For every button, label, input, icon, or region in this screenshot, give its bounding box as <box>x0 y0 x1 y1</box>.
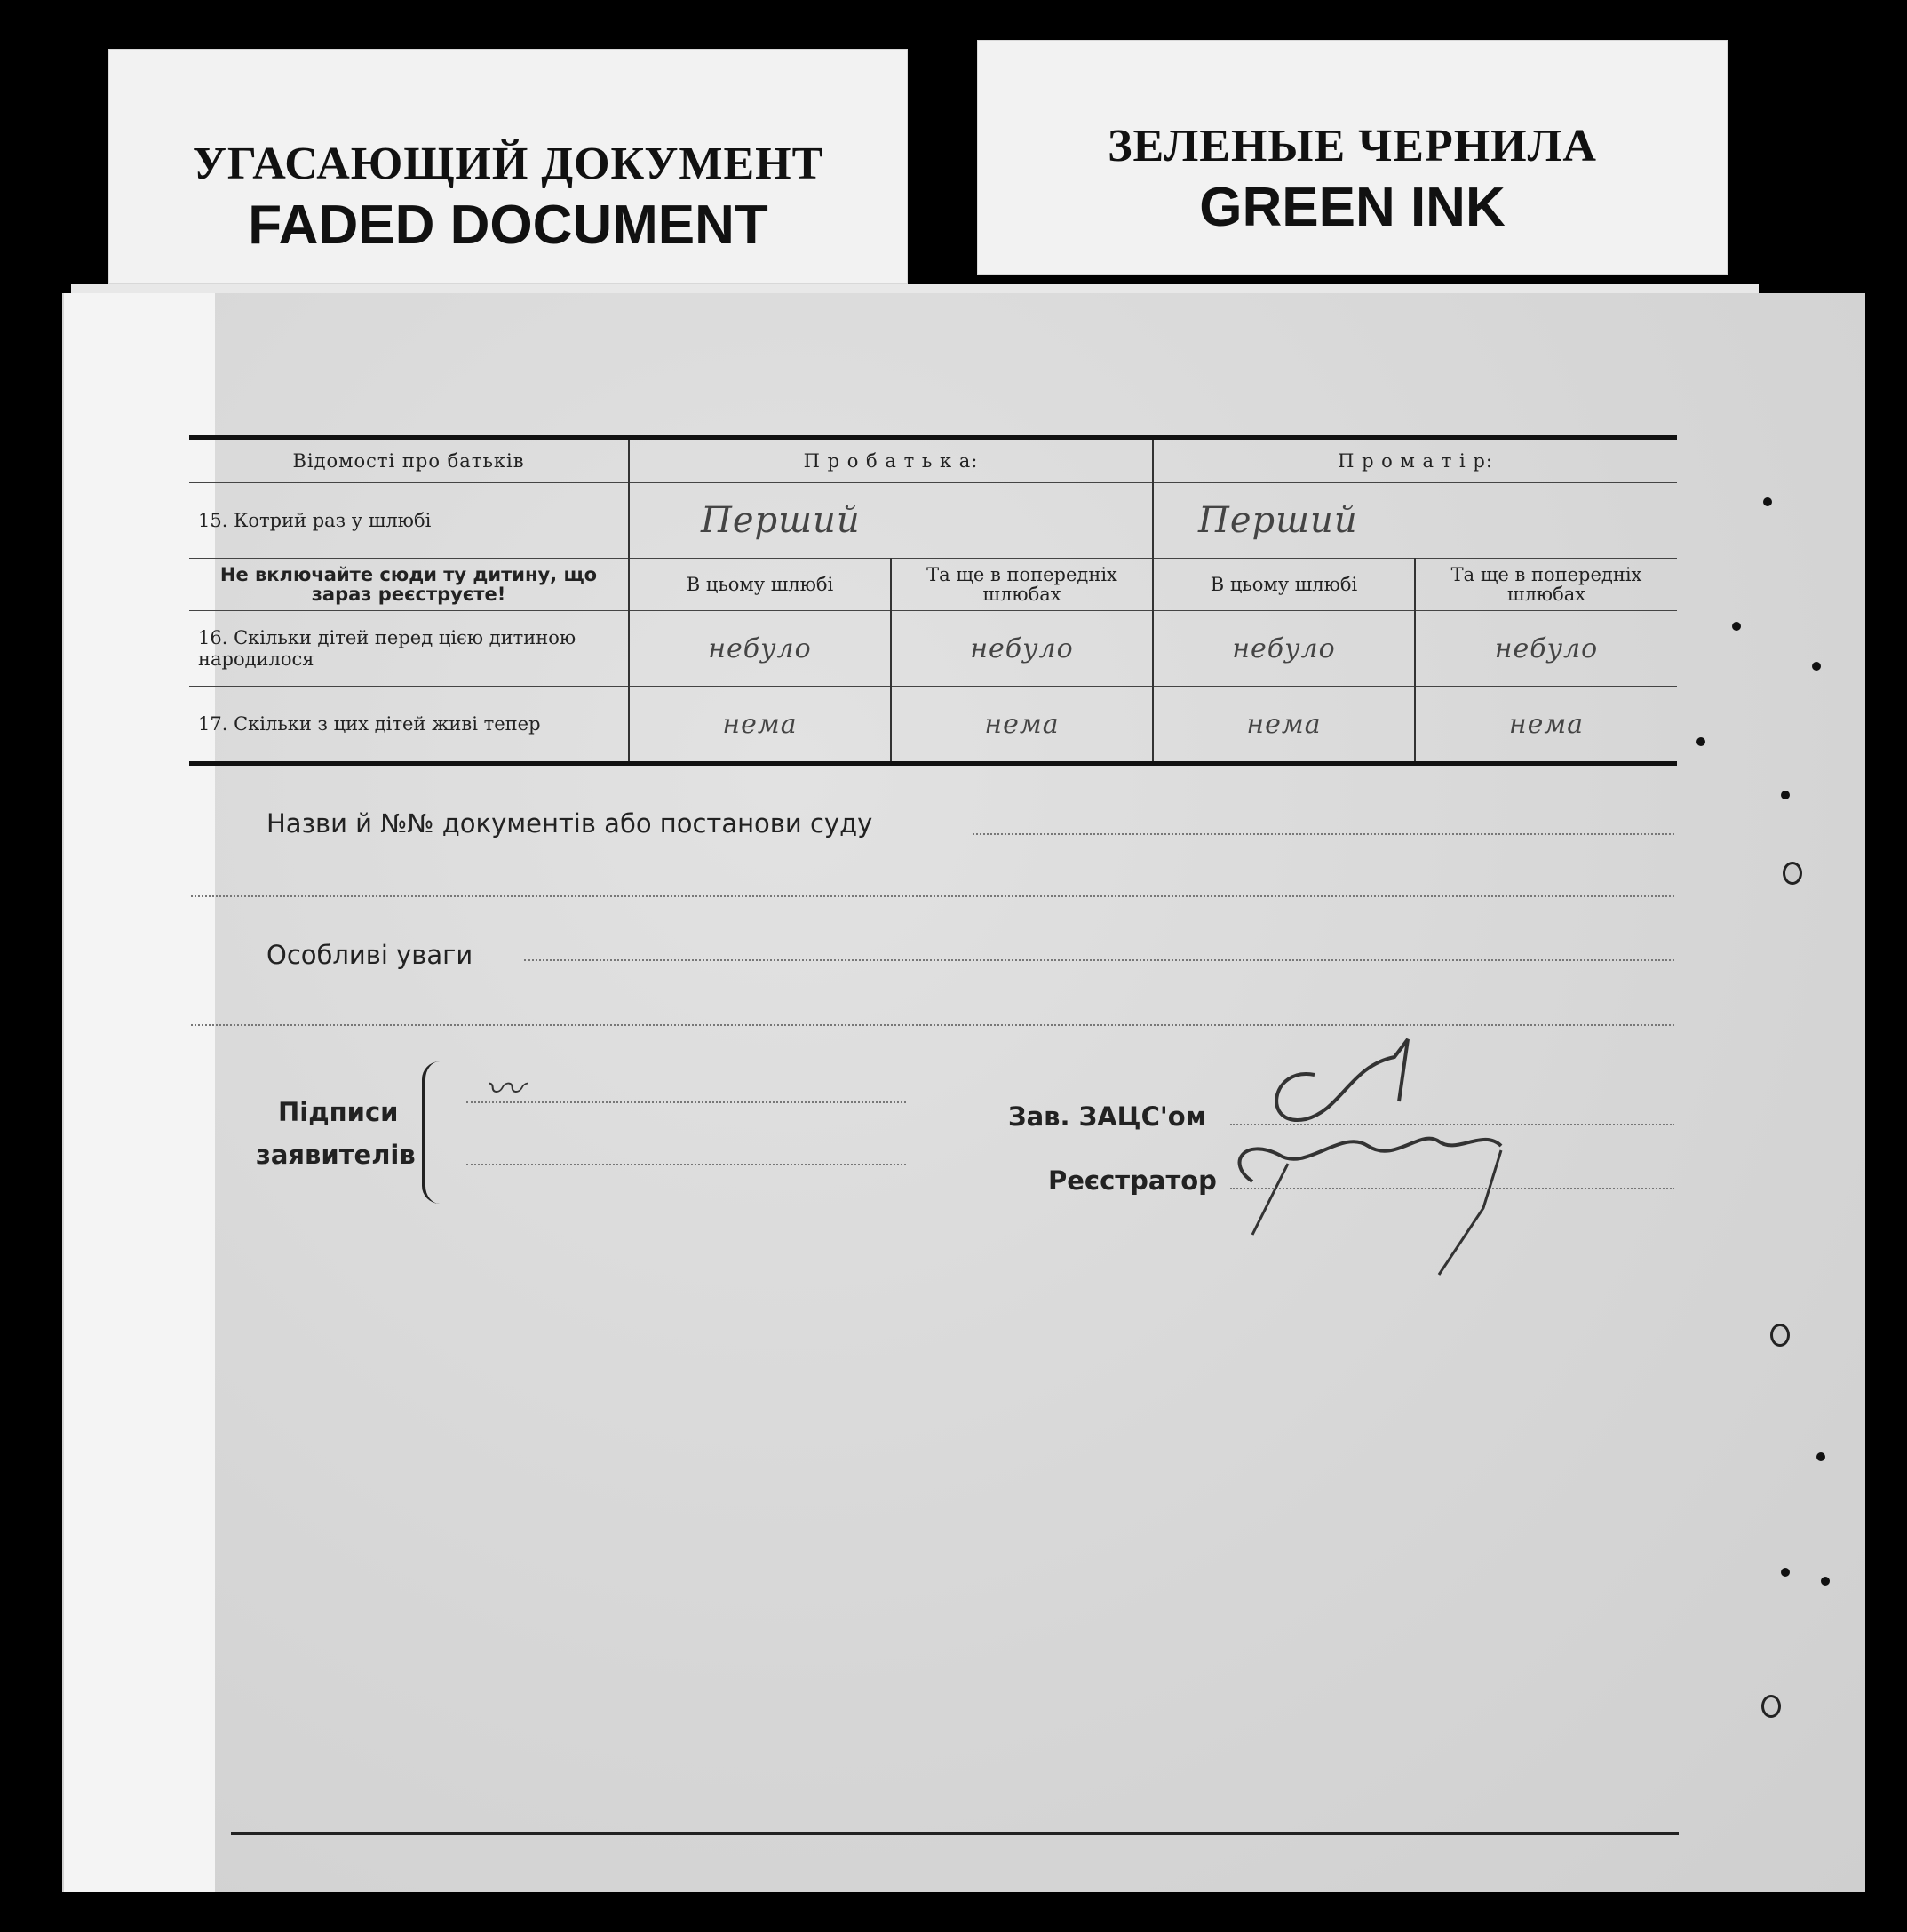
green-ink-label-card <box>977 40 1728 275</box>
ink-speck <box>1696 737 1705 746</box>
table-subheader-row <box>189 559 1677 611</box>
ink-speck <box>1763 497 1772 506</box>
row15-label: 15. Котрий раз у шлюбі <box>189 483 629 559</box>
row17-cell <box>891 687 1153 764</box>
ink-speck <box>1812 662 1821 671</box>
row16-value-4: небуло <box>1494 632 1599 664</box>
signatures-label-1: Підписи <box>278 1097 399 1127</box>
table-row-17 <box>189 687 1677 764</box>
row16-cell <box>629 611 891 687</box>
documents-line-2 <box>191 895 1674 897</box>
header-parents-info: Відомості про батьків <box>189 438 629 483</box>
table-row-15 <box>189 483 1677 559</box>
bottom-rule <box>231 1832 1679 1835</box>
ink-speck <box>1816 1452 1825 1461</box>
notes-line-2 <box>191 1024 1674 1026</box>
row17-value-2: нема <box>984 708 1060 740</box>
row17-label: 17. Скільки з цих дітей живі тепер <box>189 687 629 764</box>
official-signatures <box>1217 1030 1537 1324</box>
binding-hole <box>1783 862 1802 885</box>
row15-father-text: Перший <box>701 500 861 541</box>
registrar-label: Реєстратор <box>1048 1165 1217 1196</box>
table-row-16 <box>189 611 1677 687</box>
label-right-ru: ЗЕЛЕНЫЕ ЧЕРНИЛА <box>1108 121 1597 171</box>
faded-document-label-card <box>108 49 908 284</box>
label-left-ru: УГАСАЮЩИЙ ДОКУМЕНТ <box>192 139 824 189</box>
row17-cell <box>1153 687 1415 764</box>
zags-label: Зав. ЗАЦС'ом <box>1008 1101 1207 1132</box>
header-father: П р о б а т ь к а: <box>629 438 1153 483</box>
documents-line-1 <box>973 833 1674 835</box>
table-header-row <box>189 438 1677 483</box>
row17-cell <box>1415 687 1677 764</box>
applicant-signature-line-1 <box>466 1101 906 1103</box>
subheader-father-prev: Та ще в попередніх шлюбах <box>891 559 1153 611</box>
signatures-label-2: заявителів <box>256 1140 416 1170</box>
subheader-father-this: В цьому шлюбі <box>629 559 891 611</box>
ink-speck <box>1732 622 1741 631</box>
binding-hole <box>1770 1324 1790 1347</box>
row17-value-4: нема <box>1508 708 1585 740</box>
row15-mother-value <box>1153 483 1677 559</box>
subheader-warning: Не включайте сюди ту дитину, що зараз реєструєте! <box>189 559 629 611</box>
subheader-mother-prev: Та ще в попередніх шлюбах <box>1415 559 1677 611</box>
header-mother: П р о м а т і р: <box>1153 438 1677 483</box>
documents-label: Назви й №№ документів або постанови суду <box>266 808 873 839</box>
row16-label: 16. Скільки дітей перед цією дитиною народилося <box>189 611 629 687</box>
subheader-mother-this: В цьому шлюбі <box>1153 559 1415 611</box>
applicant-signature-line-2 <box>466 1164 906 1165</box>
notes-label: Особливі уваги <box>266 940 473 970</box>
label-right-en: GREEN INK <box>1199 177 1506 238</box>
binding-hole <box>1761 1695 1781 1718</box>
row16-cell <box>1415 611 1677 687</box>
ink-speck <box>1781 1568 1790 1577</box>
row15-mother-text: Перший <box>1198 500 1358 541</box>
row16-cell <box>1153 611 1415 687</box>
ink-speck <box>1821 1577 1830 1586</box>
row16-value-2: небуло <box>970 632 1074 664</box>
row15-father-value <box>629 483 1153 559</box>
row16-value-1: небуло <box>708 632 812 664</box>
signatures-brace <box>422 1061 441 1204</box>
row16-cell <box>891 611 1153 687</box>
applicant-signature: 〰 <box>484 1067 523 1112</box>
row17-value-1: нема <box>722 708 798 740</box>
label-left-en: FADED DOCUMENT <box>248 195 768 256</box>
ink-speck <box>1781 791 1790 799</box>
row17-value-3: нема <box>1246 708 1322 740</box>
notes-line-1 <box>524 959 1674 961</box>
parents-info-table <box>189 435 1677 766</box>
row17-cell <box>629 687 891 764</box>
row16-value-3: небуло <box>1232 632 1336 664</box>
